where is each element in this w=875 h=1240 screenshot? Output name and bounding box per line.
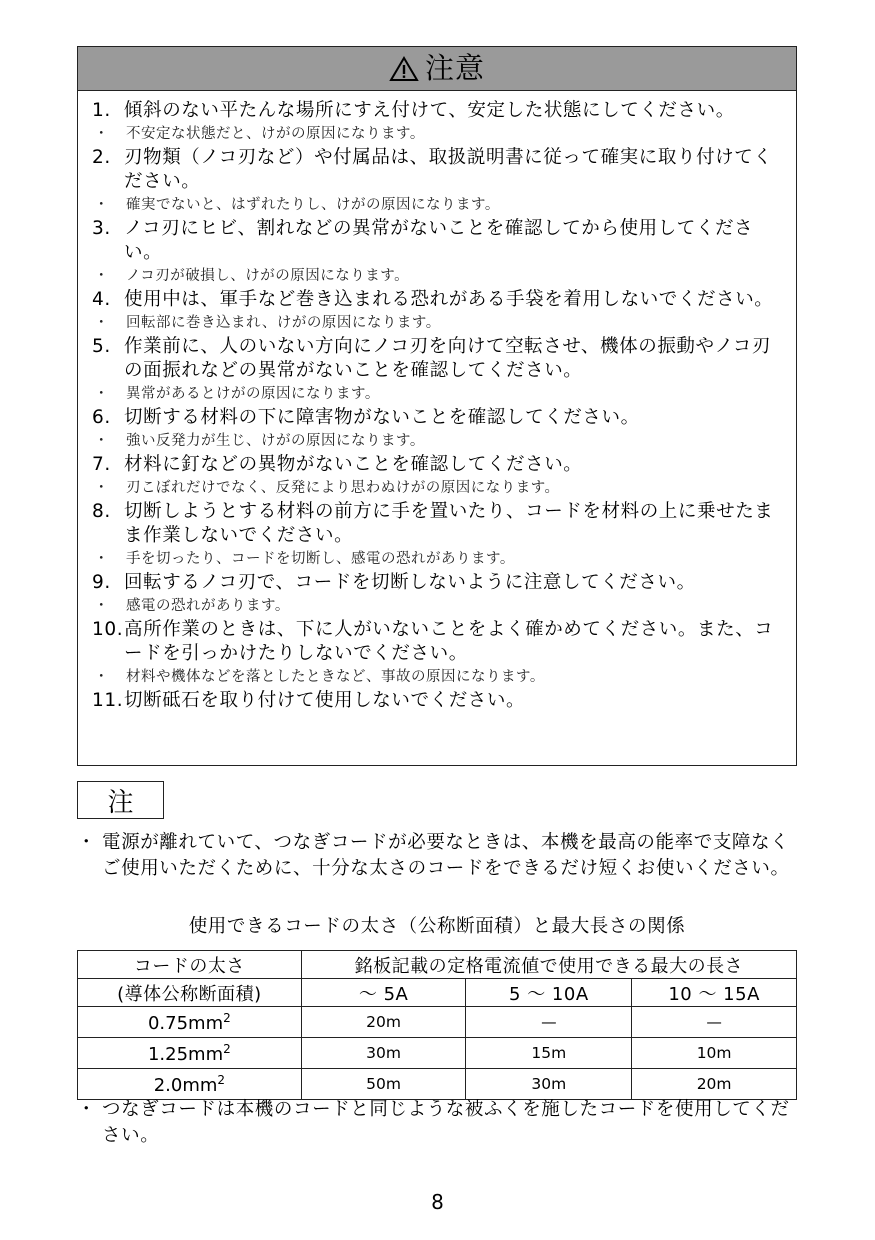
caution-item-note [92, 478, 786, 498]
bullet: ・ [94, 268, 109, 284]
bullet: ・ [77, 832, 97, 853]
item-number: 5. [92, 336, 111, 357]
value-cell: 10m [632, 1038, 797, 1069]
col1-header-line1: コードの太さ [78, 951, 302, 979]
item-number: 9. [92, 572, 111, 593]
value-cell: 20m [632, 1069, 797, 1100]
note-text: 刃こぼれだけでなく、反発により思わぬけがの原因になります。 [126, 480, 560, 496]
bullet: ・ [94, 386, 109, 402]
note-text: ノコ刃が破損し、けがの原因になります。 [126, 268, 410, 284]
item-text: 高所作業のときは、下に人がいないことをよく確かめてください。また、コードを引っかけたりしないでください。 [124, 619, 774, 664]
note-text: 感電の恐れがあります。 [126, 598, 290, 614]
table-row [78, 1069, 797, 1100]
size-cell: $1.25mm^2$ [78, 1038, 302, 1069]
bullet: ・ [94, 669, 109, 685]
col1-header-line2: (導体公称断面積) [78, 979, 302, 1007]
note-text: 材料や機体などを落としたときなど、事故の原因になります。 [126, 669, 545, 685]
item-number: 6. [92, 407, 111, 428]
note-text: 確実でないと、はずれたりし、けがの原因になります。 [126, 197, 500, 213]
item-number: 8. [92, 501, 111, 522]
table-row [78, 1007, 797, 1038]
value-cell: — [632, 1007, 797, 1038]
note-text: 強い反発力が生じ、けがの原因になります。 [126, 433, 425, 449]
note-label: 注 [77, 781, 164, 819]
caution-item [92, 618, 786, 666]
caution-item [92, 146, 786, 194]
caution-title: 注意 [424, 51, 485, 85]
warning-triangle-icon [389, 56, 419, 82]
item-text: 回転するノコ刃で、コードを切断しないように注意してください。 [124, 572, 696, 593]
item-number: 7. [92, 454, 111, 475]
value-cell: 30m [466, 1069, 632, 1100]
item-number: 3. [92, 218, 111, 239]
bullet: ・ [94, 598, 109, 614]
bullet: ・ [94, 480, 109, 496]
bullet: ・ [94, 315, 109, 331]
value-cell: 15m [466, 1038, 632, 1069]
bullet: ・ [94, 551, 109, 567]
caution-item [92, 406, 786, 430]
item-text: 切断しようとする材料の前方に手を置いたり、コードを材料の上に乗せたまま作業しないでください。 [124, 501, 774, 546]
sub-header: 10 ～ 15A [632, 979, 797, 1007]
note-text: 手を切ったり、コードを切断し、感電の恐れがあります。 [126, 551, 515, 567]
table-title: 使用できるコードの太さ（公称断面積）と最大長さの関係 [188, 916, 686, 937]
paragraph-text: つなぎコードは本機のコードと同じような被ふくを施したコードを使用してください。 [102, 1099, 790, 1146]
bullet: ・ [77, 1099, 97, 1120]
note-text: 異常があるとけがの原因になります。 [126, 386, 380, 402]
size-cell: $0.75mm^2$ [78, 1007, 302, 1038]
value-cell: 20m [301, 1007, 466, 1038]
sub-header: ～ 5A [301, 979, 466, 1007]
caution-item [92, 335, 786, 383]
caution-box [77, 46, 797, 766]
item-number: 11. [92, 690, 124, 711]
size-cell: $2.0mm^2$ [78, 1069, 302, 1100]
caution-item-note [92, 596, 786, 616]
page-number: 8 [431, 1190, 444, 1214]
item-text: 作業前に、人のいない方向にノコ刃を向けて空転させ、機体の振動やノコ刃の面振れなどの異常がないことを確認してください。 [124, 336, 771, 381]
paragraph-text: 電源が離れていて、つなぎコードが必要なときは、本機を最高の能率で支障なくご使用いただくために、十分な太さのコードをできるだけ短くお使いください。 [102, 832, 790, 879]
caution-item-note [92, 384, 786, 404]
item-text: 切断砥石を取り付けて使用しないでください。 [124, 690, 526, 711]
item-text: 材料に釘などの異物がないことを確認してください。 [124, 454, 583, 475]
caution-item [92, 689, 786, 713]
bullet: ・ [94, 433, 109, 449]
item-number: 10. [92, 619, 124, 640]
item-number: 2. [92, 147, 111, 168]
item-text: 刃物類（ノコ刃など）や付属品は、取扱説明書に従って確実に取り付けてください。 [124, 147, 773, 192]
caution-item [92, 500, 786, 548]
caution-item-note [92, 266, 786, 286]
caution-item [92, 99, 786, 123]
cord-table [77, 950, 797, 1100]
caution-items-list [92, 99, 786, 713]
item-text: ノコ刃にヒビ、割れなどの異常がないことを確認してから使用してください。 [124, 218, 754, 263]
caution-item-note [92, 195, 786, 215]
caution-item [92, 288, 786, 312]
item-number: 4. [92, 289, 111, 310]
caution-item-note [92, 124, 786, 144]
value-cell: 50m [301, 1069, 466, 1100]
note-text: 不安定な状態だと、けがの原因になります。 [126, 126, 425, 142]
bullet: ・ [94, 126, 109, 142]
note-paragraph-1 [77, 830, 797, 882]
caution-item-note [92, 667, 786, 687]
item-text: 使用中は、軍手など巻き込まれる恐れがある手袋を着用しないでください。 [124, 289, 774, 310]
group-header: 銘板記載の定格電流値で使用できる最大の長さ [301, 951, 796, 979]
caution-item-note [92, 431, 786, 451]
caution-item [92, 217, 786, 265]
note-paragraph-2 [77, 1097, 797, 1149]
item-number: 1. [92, 100, 111, 121]
item-text: 傾斜のない平たんな場所にすえ付けて、安定した状態にしてください。 [124, 100, 735, 121]
note-text: 回転部に巻き込まれ、けがの原因になります。 [126, 315, 441, 331]
sub-header: 5 ～ 10A [466, 979, 632, 1007]
bullet: ・ [94, 197, 109, 213]
caution-item-note [92, 549, 786, 569]
caution-item [92, 571, 786, 595]
value-cell: 30m [301, 1038, 466, 1069]
caution-header [78, 47, 796, 91]
caution-item-note [92, 313, 786, 333]
caution-item [92, 453, 786, 477]
value-cell: — [466, 1007, 632, 1038]
item-text: 切断する材料の下に障害物がないことを確認してください。 [124, 407, 640, 428]
table-row [78, 1038, 797, 1069]
